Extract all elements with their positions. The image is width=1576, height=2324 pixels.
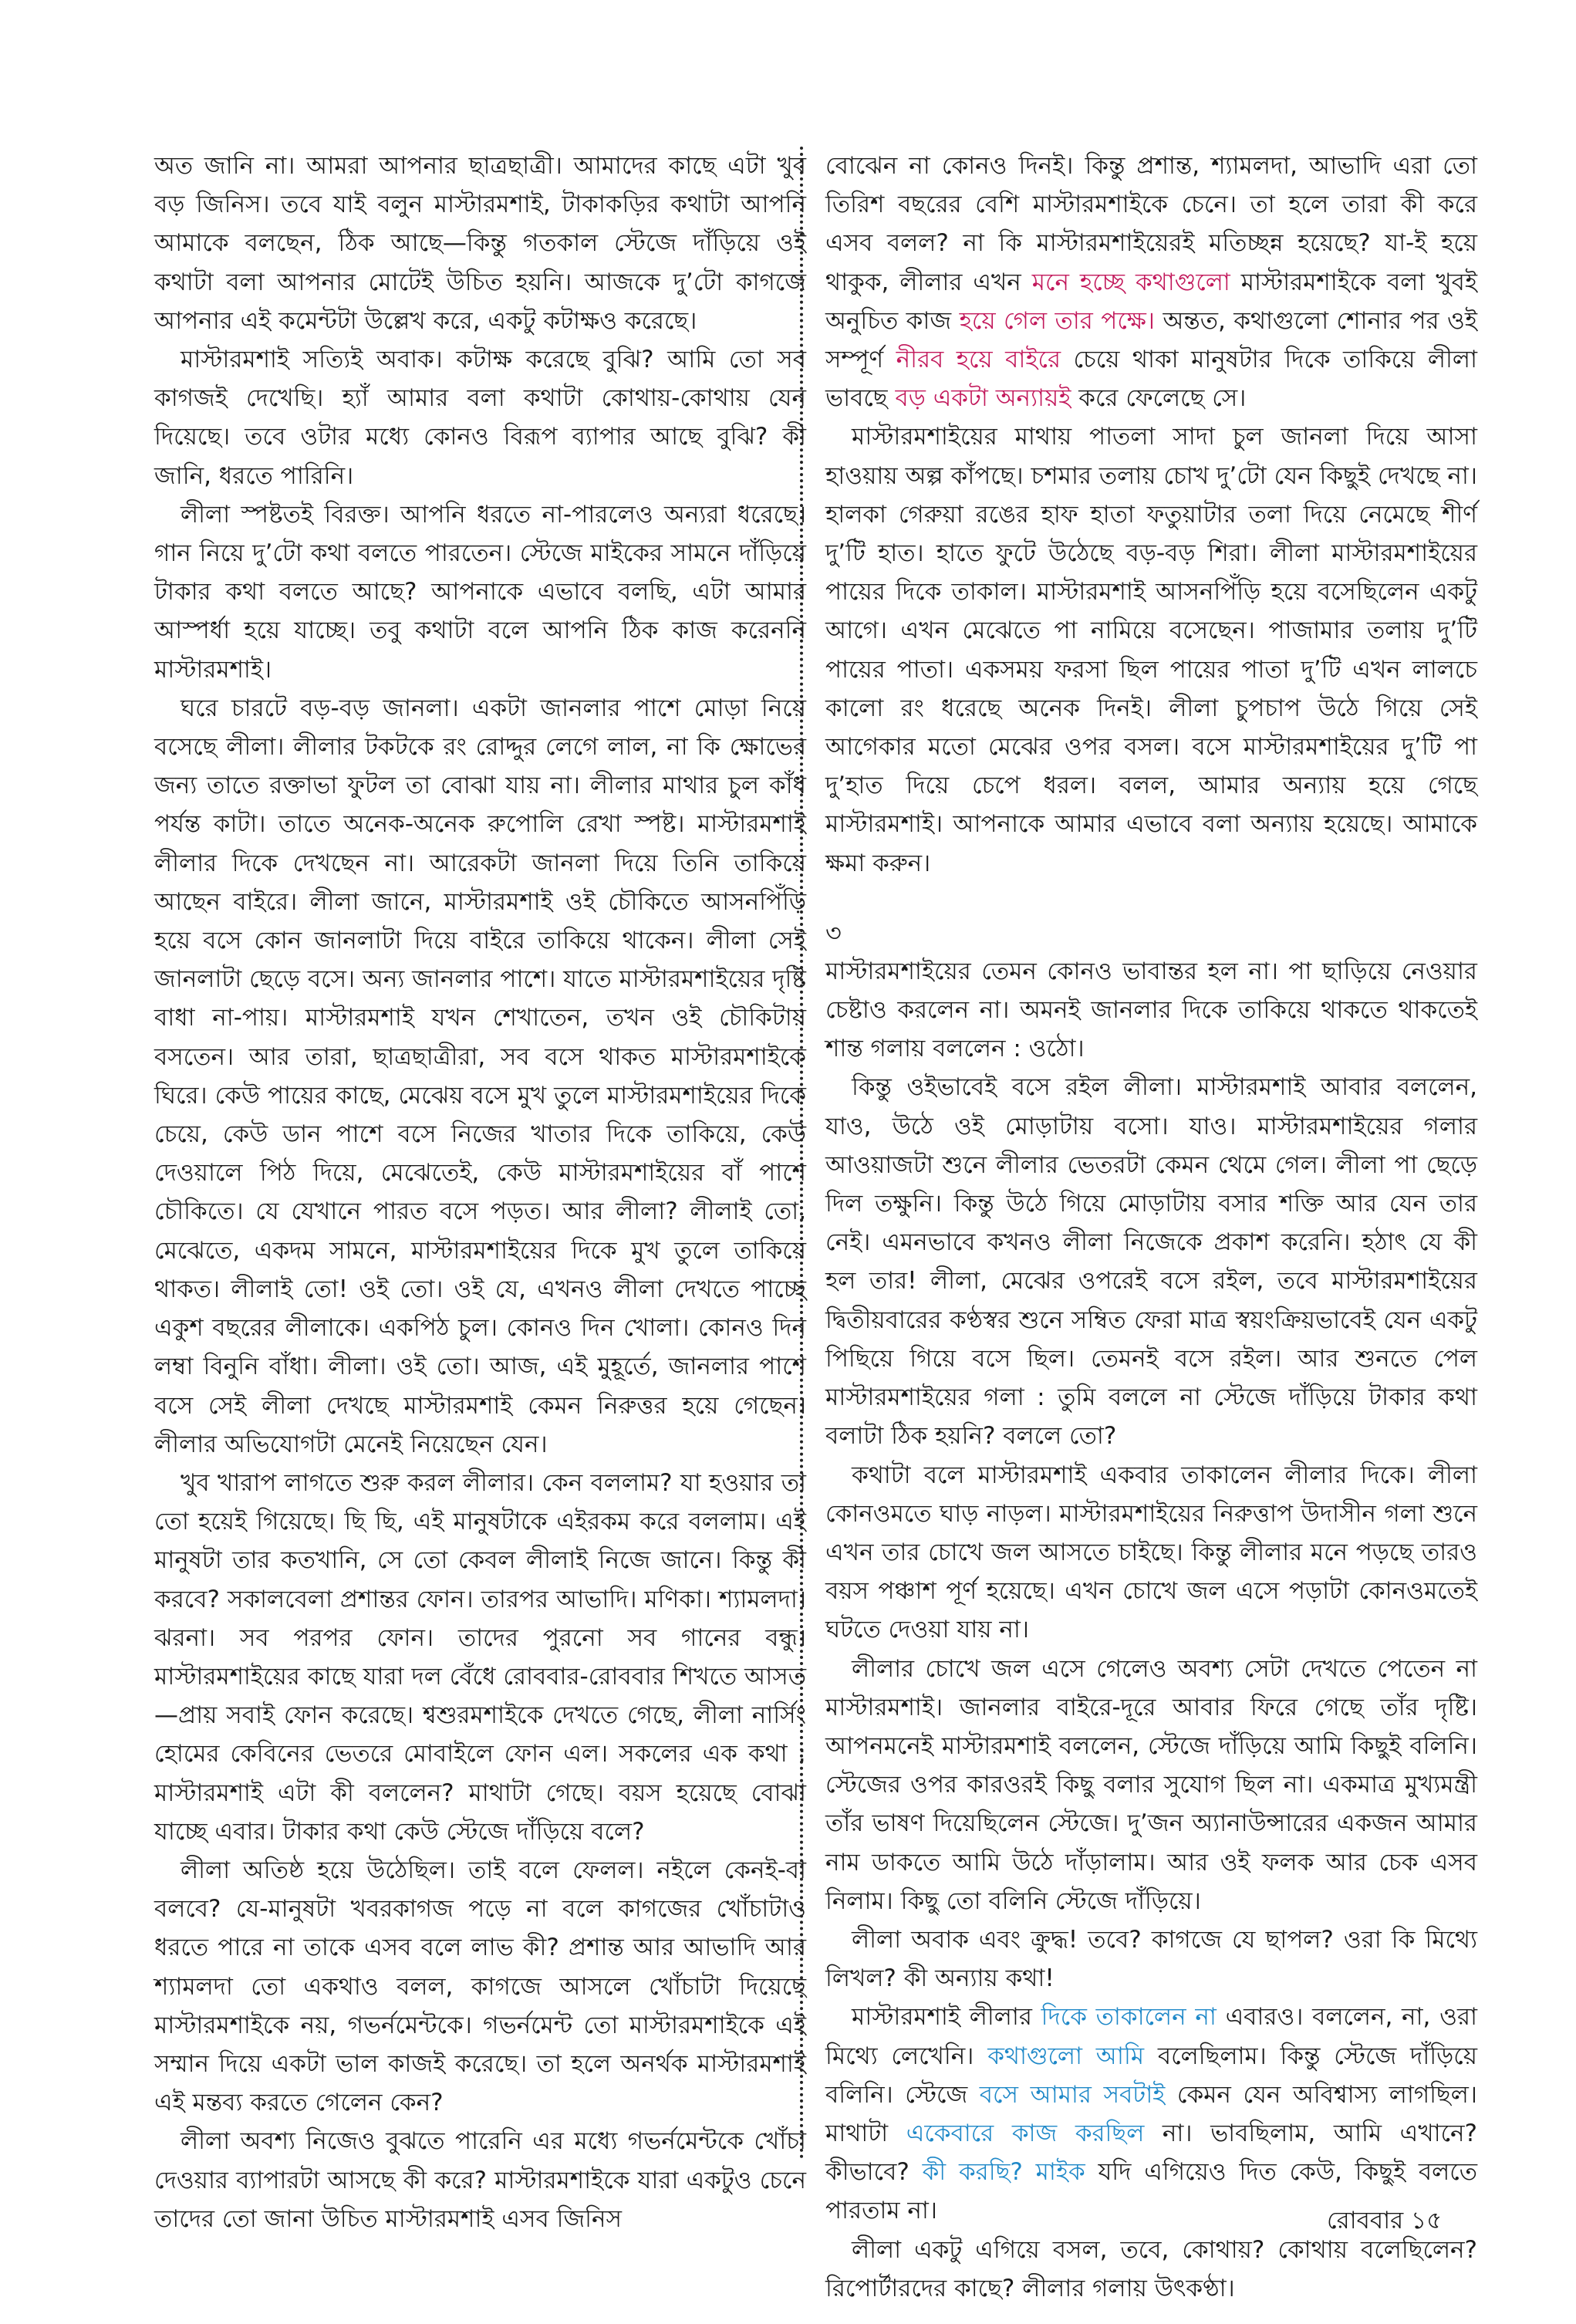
paragraph — [825, 147, 1477, 417]
pull-highlight: হয়ে গেল তার পক্ষে। — [959, 306, 1155, 335]
pull-highlight: কথাগুলো আমি — [987, 2042, 1145, 2070]
text-run: কেমন যেন অবিশ্বাস্য লাগছিল। মাথাটা — [825, 2080, 1477, 2147]
text-run: যদি এগিয়েও দিত কেউ, কিছুই বলতে পারতাম না। — [825, 2158, 1477, 2225]
paragraph: লীলা অবশ্য নিজেও বুঝতে পারেনি এর মধ্যে গভর্নমেন্টকে খোঁচা দেওয়ার ব্যাপারটা আসছে কী করে? মাস্টারমশাইকে যারা একটুও চেনে তাদের তো জানা উচিত মাস্টারমশাই এসব জিনিস — [154, 2127, 806, 2233]
paragraph: লীলা একটু এগিয়ে বসল, তবে, কোথায়? কোথায় বলেছিলেন? রিপোর্টারদের কাছে? লীলার গলায় উৎকণ্ঠা। — [825, 2235, 1477, 2302]
paragraph: মাস্টারমশাইয়ের তেমন কোনও ভাবান্তর হল না। পা ছাড়িয়ে নেওয়ার চেষ্টাও করলেন না। অমনই জানলার দিকে তাকিয়ে থাকতে থাকতেই শান্ত গলায় বললেন : ওঠো। — [825, 957, 1477, 1063]
right-column — [825, 147, 1477, 2308]
paragraph: কিন্তু ওইভাবেই বসে রইল লীলা। মাস্টারমশাই আবার বললেন, যাও, উঠে ওই মোড়াটায় বসো। যাও। মাস্টারমশাইয়ের গলার আওয়াজটা শুনে লীলার ভেতরটা কেমন থেমে গেল। লীলা পা ছেড়ে দিল তক্ষুনি। কিন্তু উঠে গিয়ে মোড়াটায় বসার শক্তি আর যেন তার নেই। এমনভাবে কখনও লীলা নিজেকে প্রকাশ করেনি। হঠাৎ যে কী হল তার! লীলা, মেঝের ওপরেই বসে রইল, তবে মাস্টারমশাইয়ের দ্বিতীয়বারের কণ্ঠস্বর শুনে সম্বিত ফেরা মাত্র স্বয়ংক্রিয়ভাবেই যেন একটু পিছিয়ে গিয়ে বসে ছিল। তেমনই বসে রইল। আর শুনতে পেল মাস্টারমশাইয়ের গলা : তুমি বললে না স্টেজে দাঁড়িয়ে টাকার কথা বলাটা ঠিক হয়নি? বললে তো? — [825, 1073, 1477, 1451]
text-run: চেয়ে থাকা মানুষটার দিকে তাকিয়ে লীলা ভাবছে — [825, 346, 1477, 413]
paragraph: লীলার চোখে জল এসে গেলেও অবশ্য সেটা দেখতে পেতেন না মাস্টারমশাই। জানলার বাইরে-দূরে আবার ফিরে গেছে তাঁর দৃষ্টি। আপনমনেই মাস্টারমশাই বললেন, স্টেজে দাঁড়িয়ে আমি কিছুই বলিনি। স্টেজের ওপর কারওরই কিছু বলার সুযোগ ছিল না। একমাত্র মুখ্যমন্ত্রী তাঁর ভাষণ দিয়েছিলেন স্টেজে। দু’জন অ্যানাউন্সারের একজন আমার নাম ডাকতে আমি উঠে দাঁড়ালাম। আর ওই ফলক আর চেক এসব নিলাম। কিছু তো বলিনি স্টেজে দাঁড়িয়ে। — [825, 1654, 1477, 1915]
text-run: করে ফেলেছে সে। — [1071, 384, 1247, 413]
paragraph: খুব খারাপ লাগতে শুরু করল লীলার। কেন বললাম? যা হওয়ার তা তো হয়েই গিয়েছে। ছি ছি, এই মানুষটাকে এইরকম করে বললাম। এই মানুষটা তার কতখানি, সে তো কেবল লীলাই নিজে জানে। কিন্তু কী করবে? সকালবেলা প্রশান্তর ফোন। তারপর আভাদি। মণিকা। শ্যামলদা। ঝরনা। সব পরপর ফোন। তাদের পুরনো সব গানের বন্ধু। মাস্টারমশাইয়ের কাছে যারা দল বেঁধে রোববার-রোববার শিখতে আসত—প্রায় সবাই ফোন করেছে। শ্বশুরমশাইকে দেখতে গেছে, লীলা নার্সিং হোমের কেবিনের ভেতরে মোবাইলে ফোন এল। সকলের এক কথা : মাস্টারমশাই এটা কী বললেন? মাথাটা গেছে। বয়স হয়েছে বোঝা যাচ্ছে এবার। টাকার কথা কেউ স্টেজে দাঁড়িয়ে বলে? — [154, 1468, 806, 1846]
text-run: এবারও। বললেন, না, ওরা মিথ্যে লেখেনি। — [825, 2003, 1477, 2070]
paragraph: কথাটা বলে মাস্টারমশাই একবার তাকালেন লীলার দিকে। লীলা কোনওমতে ঘাড় নাড়ল। মাস্টারমশাইয়ের নিরুত্তাপ উদাসীন গলা শুনে এখন তার চোখে জল আসতে চাইছে। কিন্তু লীলার মনে পড়ছে তারও বয়স পঞ্চাশ পূর্ণ হয়েছে। এখন চোখে জল এসে পড়াটা কোনওমতেই ঘটতে দেওয়া যায় না। — [825, 1461, 1477, 1644]
text-run: অন্তত, কথাগুলো শোনার পর ওই সম্পূর্ণ — [825, 306, 1477, 374]
section-number: ৩ — [825, 917, 842, 948]
paragraph: লীলা অবাক এবং ক্রুদ্ধ! তবে? কাগজে যে ছাপল? ওরা কি মিথ্যে লিখল? কী অন্যায় কথা! — [825, 1925, 1477, 1993]
paragraph: মাস্টারমশাই সত্যিই অবাক। কটাক্ষ করেছে বুঝি? আমি তো সব কাগজই দেখেছি। হ্যাঁ আমার বলা কথাটা কোথায়-কোথায় যেন দিয়েছে। তবে ওটার মধ্যে কোনও বিরূপ ব্যাপার আছে বুঝি? কী জানি, ধরতে পারিনি। — [154, 346, 806, 490]
text-run: বলেছিলাম। কিন্তু স্টেজে দাঁড়িয়ে বলিনি। স্টেজে — [825, 2042, 1478, 2109]
left-column — [154, 147, 806, 2238]
paragraph: মাস্টারমশাইয়ের মাথায় পাতলা সাদা চুল জানলা দিয়ে আসা হাওয়ায় অল্প কাঁপছে। চশমার তলায় চোখ দু’টো যেন কিছুই দেখছে না। হালকা গেরুয়া রঙের হাফ হাতা ফতুয়াটার তলা দিয়ে নেমেছে শীর্ণ দু’টি হাত। হাতে ফুটে উঠেছে বড়-বড় শিরা। লীলা মাস্টারমশাইয়ের পায়ের দিকে তাকাল। মাস্টারমশাই আসনপিঁড়ি হয়ে বসেছিলেন একটু আগে। এখন মেঝেতে পা নামিয়ে বসেছেন। পাজামার তলায় দু’টি পায়ের পাতা। একসময় ফরসা ছিল পায়ের পাতা দু’টি এখন লালচে কালো রং ধরেছে অনেক দিনই। লীলা চুপচাপ উঠে গিয়ে সেই আগেকার মতো মেঝের ওপর বসল। বসে মাস্টারমশাইয়ের দু’টি পা দু’হাত দিয়ে চেপে ধরল। বলল, আমার অন্যায় হয়ে গেছে মাস্টারমশাই। আপনাকে আমার এভাবে বলা অন্যায় হয়েছে। আমাকে ক্ষমা করুন। — [825, 423, 1477, 877]
page-folio: রোববার ১৫ — [1327, 2207, 1443, 2234]
paragraph: লীলা স্পষ্টতই বিরক্ত। আপনি ধরতে না-পারলেও অন্যরা ধরেছে। গান নিয়ে দু’টো কথা বলতে পারতেন। স্টেজে মাইকের সামনে দাঁড়িয়ে টাকার কথা বলতে আছে? আপনাকে এভাবে বলছি, এটা আমার আস্পর্ধা হয়ে যাচ্ছে। তবু কথাটা বলে আপনি ঠিক কাজ করেননি মাস্টারমশাই। — [154, 500, 806, 684]
pull-highlight: একেবারে কাজ করছিল — [906, 2119, 1145, 2147]
column-divider — [800, 147, 803, 2160]
paragraph — [825, 1998, 1477, 2230]
pull-highlight: মনে হচ্ছে কথাগুলো — [1031, 268, 1230, 296]
text-run: মাস্টারমশাই লীলার — [852, 2003, 1041, 2032]
text-run: মাস্টারমশাইকে বলা খুবই অনুচিত কাজ — [825, 268, 1477, 335]
paragraph: অত জানি না। আমরা আপনার ছাত্রছাত্রী। আমাদের কাছে এটা খুব বড় জিনিস। তবে যাই বলুন মাস্টারমশাই, টাকাকড়ির কথাটা আপনি আমাকে বলছেন, ঠিক আছে—কিন্তু গতকাল স্টেজে দাঁড়িয়ে ওই কথাটা বলা আপনার মোটেই উচিত হয়নি। আজকে দু’টো কাগজে আপনার এই কমেন্টটা উল্লেখ করে, একটু কটাক্ষও করেছে। — [154, 152, 806, 335]
paragraph: লীলা অতিষ্ঠ হয়ে উঠেছিল। তাই বলে ফেলল। নইলে কেনই-বা বলবে? যে-মানুষটা খবরকাগজ পড়ে না বলে কাগজের খোঁচাটাও ধরতে পারে না তাকে এসব বলে লাভ কী? প্রশান্ত আর আভাদি আর শ্যামলদা তো একথাও বলল, কাগজে আসলে খোঁচাটা দিয়েছে মাস্টারমশাইকে নয়, গভর্নমেন্টকে। গভর্নমেন্ট তো মাস্টারমশাইকে এই সম্মান দিয়ে একটা ভাল কাজই করেছে। তা হলে অনর্থক মাস্টারমশাই এই মন্তব্য করতে গেলেন কেন? — [154, 1856, 806, 2117]
pull-highlight: বড় একটা অন্যায়ই — [895, 384, 1071, 413]
paragraph: ঘরে চারটে বড়-বড় জানলা। একটা জানলার পাশে মোড়া নিয়ে বসেছে লীলা। লীলার টকটকে রং রোদ্দুর লেগে লাল, না কি ক্ষোভের জন্য তাতে রক্তাভা ফুটল তা বোঝা যায় না। লীলার মাথার চুল কাঁধ পর্যন্ত কাটা। তাতে অনেক-অনেক রুপোলি রেখা স্পষ্ট। মাস্টারমশাই লীলার দিকে দেখছেন না। আরেকটা জানলা দিয়ে তিনি তাকিয়ে আছেন বাইরে। লীলা জানে, মাস্টারমশাই ওই চৌকিতে আসনপিঁড়ি হয়ে বসে কোন জানলাটা দিয়ে বাইরে তাকিয়ে থাকেন। লীলা সেই জানলাটা ছেড়ে বসে। অন্য জানলার পাশে। যাতে মাস্টারমশাইয়ের দৃষ্টি বাধা না-পায়। মাস্টারমশাই যখন শেখাতেন, তখন ওই চৌকিটায় বসতেন। আর তারা, ছাত্রছাত্রীরা, সব বসে থাকত মাস্টারমশাইকে ঘিরে। কেউ পায়ের কাছে, মেঝেয় বসে মুখ তুলে মাস্টারমশাইয়ের দিকে চেয়ে, কেউ ডান পাশে বসে নিজের খাতার দিকে তাকিয়ে, কেউ দেওয়ালে পিঠ দিয়ে, মেঝেতেই, কেউ মাস্টারমশাইয়ের বাঁ পাশে চৌকিতে। যে যেখানে পারত বসে পড়ত। আর লীলা? লীলাই তো, মেঝেতে, একদম সামনে, মাস্টারমশাইয়ের দিকে মুখ তুলে তাকিয়ে থাকত। লীলাই তো! ওই তো। ওই যে, এখনও লীলা দেখতে পাচ্ছে একুশ বছরের লীলাকে। একপিঠ চুল। কোনও দিন খোলা। কোনও দিন লম্বা বিনুনি বাঁধা। লীলা। ওই তো। আজ, এই মুহূর্তে, জানলার পাশে বসে সেই লীলা দেখছে মাস্টারমশাই কেমন নিরুত্তর হয়ে গেছেন। লীলার অভিযোগটা মেনেই নিয়েছেন যেন। — [154, 694, 807, 1458]
pull-highlight: কী করছি? মাইক — [922, 2158, 1085, 2187]
pull-highlight: নীরব হয়ে বাইরে — [896, 346, 1061, 374]
pull-highlight: দিকে তাকালেন না — [1041, 2003, 1217, 2032]
pull-highlight: বসে আমার সবটাই — [979, 2080, 1166, 2109]
text-run: না। ভাবছিলাম, আমি এখানে? কীভাবে? — [825, 2119, 1478, 2187]
text-run: বোঝেন না কোনও দিনই। কিন্তু প্রশান্ত, শ্যামলদা, আভাদি এরা তো তিরিশ বছরের বেশি মাস্টারমশাইকে চেনে। তা হলে তারা কী করে এসব বলল? না কি মাস্টারমশাইয়েরই মতিচ্ছন্ন হয়েছে? যা-ই হয়ে থাকুক, লীলার এখন — [825, 152, 1477, 296]
